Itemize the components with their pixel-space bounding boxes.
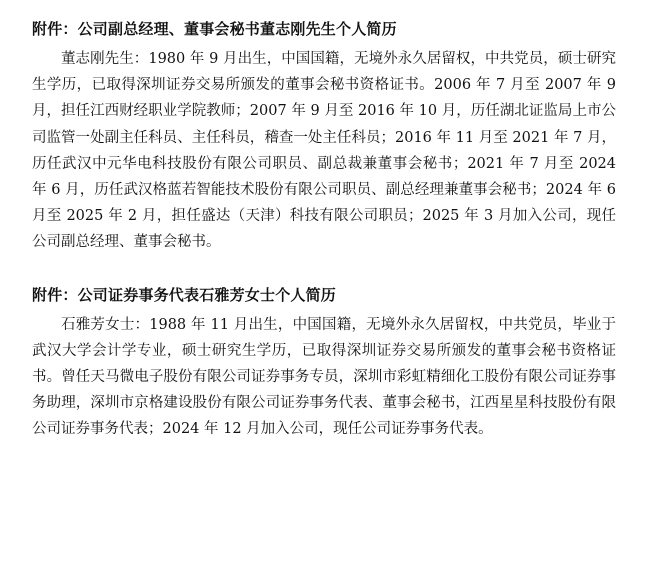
section-body-text: 董志刚先生：1980 年 9 月出生，中国国籍，无境外永久居留权，中共党员，硕士研究生学历，已取得深圳证券交易所颁发的董事会秘书资格证书。2006 年 7 月至 2007 年 9 月，担任江西财经职业学院教师；2007 年 9 月至 2016 年 10 月，历任湖北证监局上市公司监管一处副主任科员、主任科员，稽查一处主任科员；2016 年 11 月至 2021 年 7 月，历任武汉中元华电科技股份有限公司职员、副总裁兼董事会秘书；2021 年 7 月至 2024 年 6 月，历任武汉格蓝若智能技术股份有限公司职员、副总经理兼董事会秘书；2024 年 6 月至 2025 年 2 月，担任盛达（天津）科技有限公司职员；2025 年 3 月加入公司，现任公司副总经理、董事会秘书。 xyxy=(32,51,616,251)
section-body-text: 石雅芳女士：1988 年 11 月出生，中国国籍，无境外永久居留权，中共党员，毕业于武汉大学会计学专业，硕士研究生学历，已取得深圳证券交易所颁发的董事会秘书资格证书。曾任天马微电子股份有限公司证券事务专员，深圳市彩虹精细化工股份有限公司证券事务助理，深圳市京格建设股份有限公司证券事务代表、董事会秘书，江西星星科技股份有限公司证券事务代表；2024 年 12 月加入公司，现任公司证券事务代表。 xyxy=(32,316,616,438)
section-heading: 附件：公司证券事务代表石雅芳女士个人简历 xyxy=(32,285,337,304)
resume-section-shi-yafang xyxy=(32,282,616,443)
document-page xyxy=(32,16,616,443)
section-heading: 附件：公司副总经理、董事会秘书董志刚先生个人简历 xyxy=(32,20,397,38)
resume-section-dong-zhigang xyxy=(32,16,616,256)
